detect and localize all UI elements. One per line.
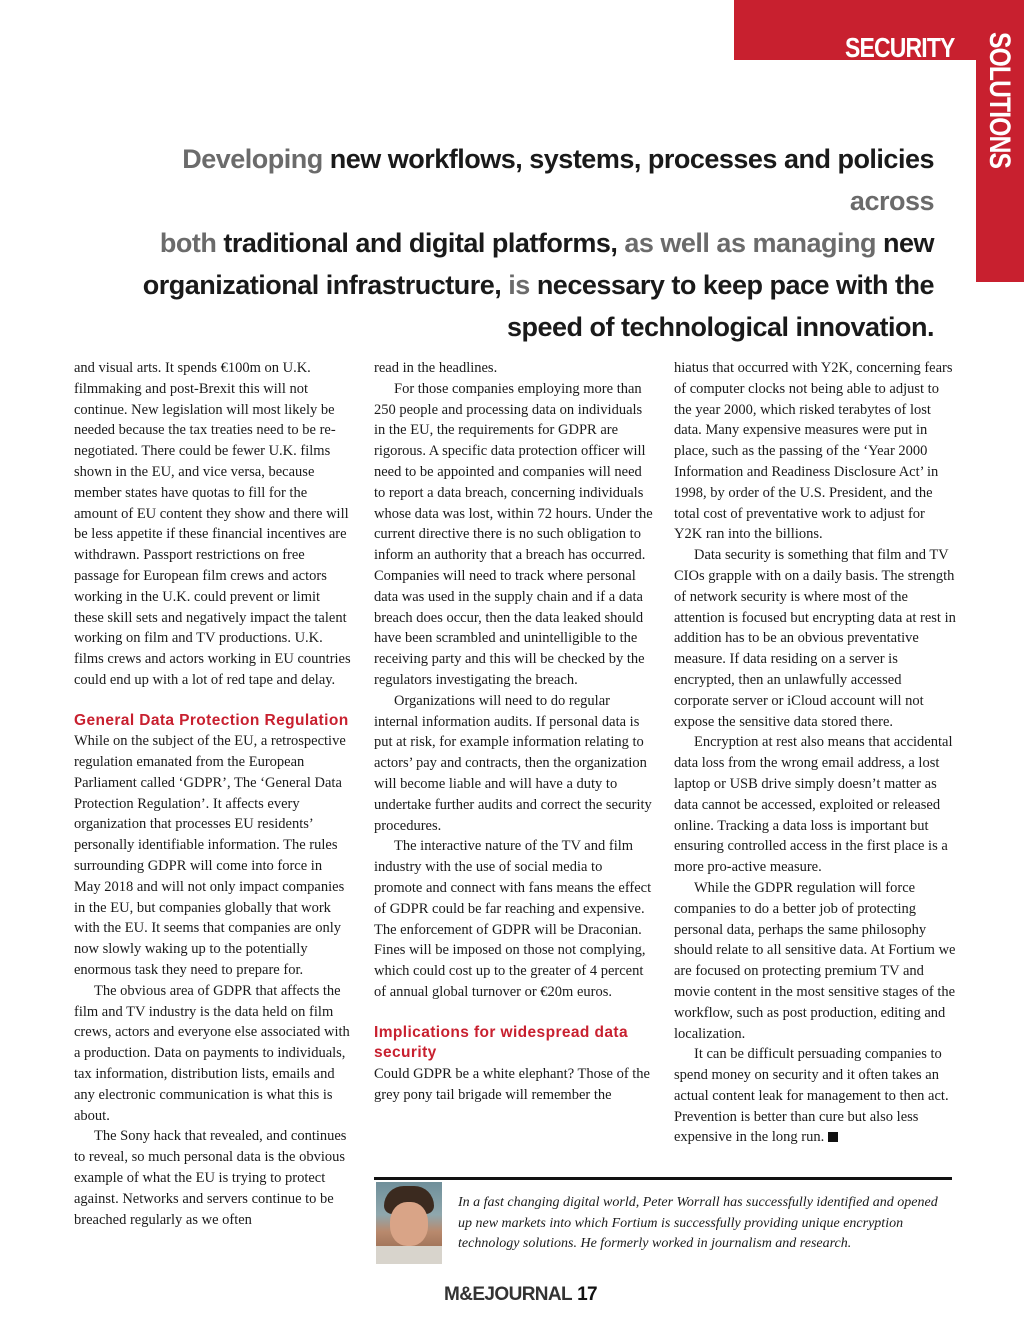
section-heading: General Data Protection Regulation — [74, 711, 349, 729]
author-photo — [376, 1182, 442, 1264]
paragraph: Encryption at rest also means that accidental data loss from the wrong email address, a lost laptop or USB drive simply doesn’t matter as data cannot be accessed, exploited or released online. Tracking a data loss is important but ensuring controlled access in the first place is a more pro-active measure. — [674, 734, 953, 876]
article-column-1 — [74, 358, 352, 1230]
pull-quote-segment: both — [159, 228, 217, 258]
paragraph: Could GDPR be a white elephant? Those of the grey pony tail brigade will remember the — [374, 1065, 650, 1103]
pull-quote-segment: as well as managing — [624, 228, 876, 258]
page-number: 17 — [577, 1284, 597, 1305]
section-label-solutions: SOLUTIONS — [983, 32, 1016, 169]
pull-quote-segment: Developing — [182, 144, 323, 174]
section-label-security: SECURITY — [845, 32, 955, 63]
pull-quote-segment: necessary to keep pace with the — [529, 270, 934, 300]
paragraph: hiatus that occurred with Y2K, concerning fears of computer clocks not being able to adjust to the year 2000, which risked terabytes of lost data. Many expensive measures were put in place, such as the passing of the ‘Year 2000 Information and Readiness Disclosure Act’ in 1998, by order of the U.S. President, and the total cost of preventative work to adjust for Y2K ran into the billions. — [674, 360, 953, 543]
pull-quote — [120, 138, 934, 348]
article-column-3 — [674, 358, 956, 1148]
pull-quote-segment: speed of technological innovation. — [506, 312, 934, 342]
paragraph: While the GDPR regulation will force companies to do a better job of protecting personal data, perhaps the same philosophy should relate to all sensitive data. At Fortium we are focused on protecting premium TV and movie content in the most sensitive stages of the workflow, such as post production, editing and localization. — [674, 879, 956, 1042]
paragraph: Organizations will need to do regular internal information audits. If personal data is put at risk, for example information relating to actors’ pay and contracts, then the organization will become liable and will have a duty to undertake further audits and correct the security procedures. — [374, 692, 652, 834]
paragraph: The Sony hack that revealed, and continues to reveal, so much personal data is the obvious example of what the EU is trying to protect against. Networks and servers continue to be breached regularly as we often — [74, 1128, 347, 1228]
paragraph: The obvious area of GDPR that affects the film and TV industry is the data held on film crews, actors and everyone else associated with a production. Data on payments to individuals, tax information, distribution lists, emails and any electronic communication is what this is about. — [74, 982, 350, 1124]
end-of-article-mark — [828, 1132, 838, 1142]
paragraph: and visual arts. It spends €100m on U.K. filmmaking and post-Brexit this will not continue. New legislation will most likely be needed because the tax treaties need to be re-negotiated. There could be fewer U.K. films shown in the EU, and vice versa, because member states have quotas to fill for the amount of EU content they show and there will be less appetite if these financial incentives are withdrawn. Passport restrictions on free passage for European film crews and actors working in the U.K. could prevent or limit these skill sets and negatively impact the talent working on film and TV productions. U.K. films crews and actors working in EU countries could end up with a lot of red tape and delay. — [74, 360, 351, 688]
author-bio: In a fast changing digital world, Peter Worrall has successfully identified and opened up new markets into which Fortium is successfully providing unique encryption technology solutions. He formerly worked in journalism and research. — [458, 1195, 938, 1251]
pull-quote-segment: organizational infrastructure, — [142, 270, 509, 300]
section-heading: Implications for widespread data security — [374, 1023, 628, 1062]
paragraph: It can be difficult persuading companies to spend money on security and it often takes an actual content leak for management to then act. Prevention is better than cure but also less expensive in the long run. — [674, 1046, 949, 1146]
pull-quote-segment: is — [508, 270, 530, 300]
paragraph: For those companies employing more than 250 people and processing data on individuals in the EU, the requirements for GDPR are rigorous. A specific data protection officer will need to be appointed and companies will need to report a data breach, concerning individuals whose data was lost, within 72 hours. Under the current directive there is no such obligation to inform an authority that a breach has occurred. Companies will need to track where personal data was used in the supply chain and if a data breach does occur, then the data leaked should have been scrambled and unintelligible to the receiving party and this will be checked by the regulators investigating the breach. — [374, 380, 653, 688]
paragraph: While on the subject of the EU, a retrospective regulation emanated from the European Parliament called ‘GDPR’, The ‘General Data Protection Regulation’. It affects every organization that processes EU residents’ personally identifiable information. The rules surrounding GDPR will come into force in May 2018 and will not only impact companies in the EU, but companies globally that work with the EU. It seems that companies are only now slowly waking up to the potentially enormous task they need to prepare for. — [74, 733, 346, 979]
paragraph: read in the headlines. — [374, 360, 498, 376]
page-footer — [444, 1284, 597, 1306]
paragraph: Data security is something that film and TV CIOs grapple with on a daily basis. The strength of network security is where most of the attention is focused but encrypting data at rest in addition has to be an obvious preventative measure. If data residing on a server is encrypted, then an unlawfully accessed corporate server or iCloud account will not expose the sensitive data stored there. — [674, 547, 956, 730]
pull-quote-segment: new — [875, 228, 934, 258]
article-column-2 — [374, 358, 654, 1105]
pull-quote-segment: traditional and digital platforms, — [216, 228, 625, 258]
pull-quote-segment: new workflows, systems, processes and policies — [322, 144, 934, 174]
paragraph: The interactive nature of the TV and film industry with the use of social media to promote and connect with fans means the effect of GDPR could be far reaching and expensive. The enforcement of GDPR will be Draconian. Fines will be imposed on those not complying, which could cost up to the greater of 4 percent of annual global turnover or €20m euros. — [374, 838, 652, 1000]
publication-name: M&EJOURNAL — [444, 1284, 573, 1305]
pull-quote-segment: across — [849, 186, 934, 216]
bio-divider — [374, 1177, 952, 1180]
